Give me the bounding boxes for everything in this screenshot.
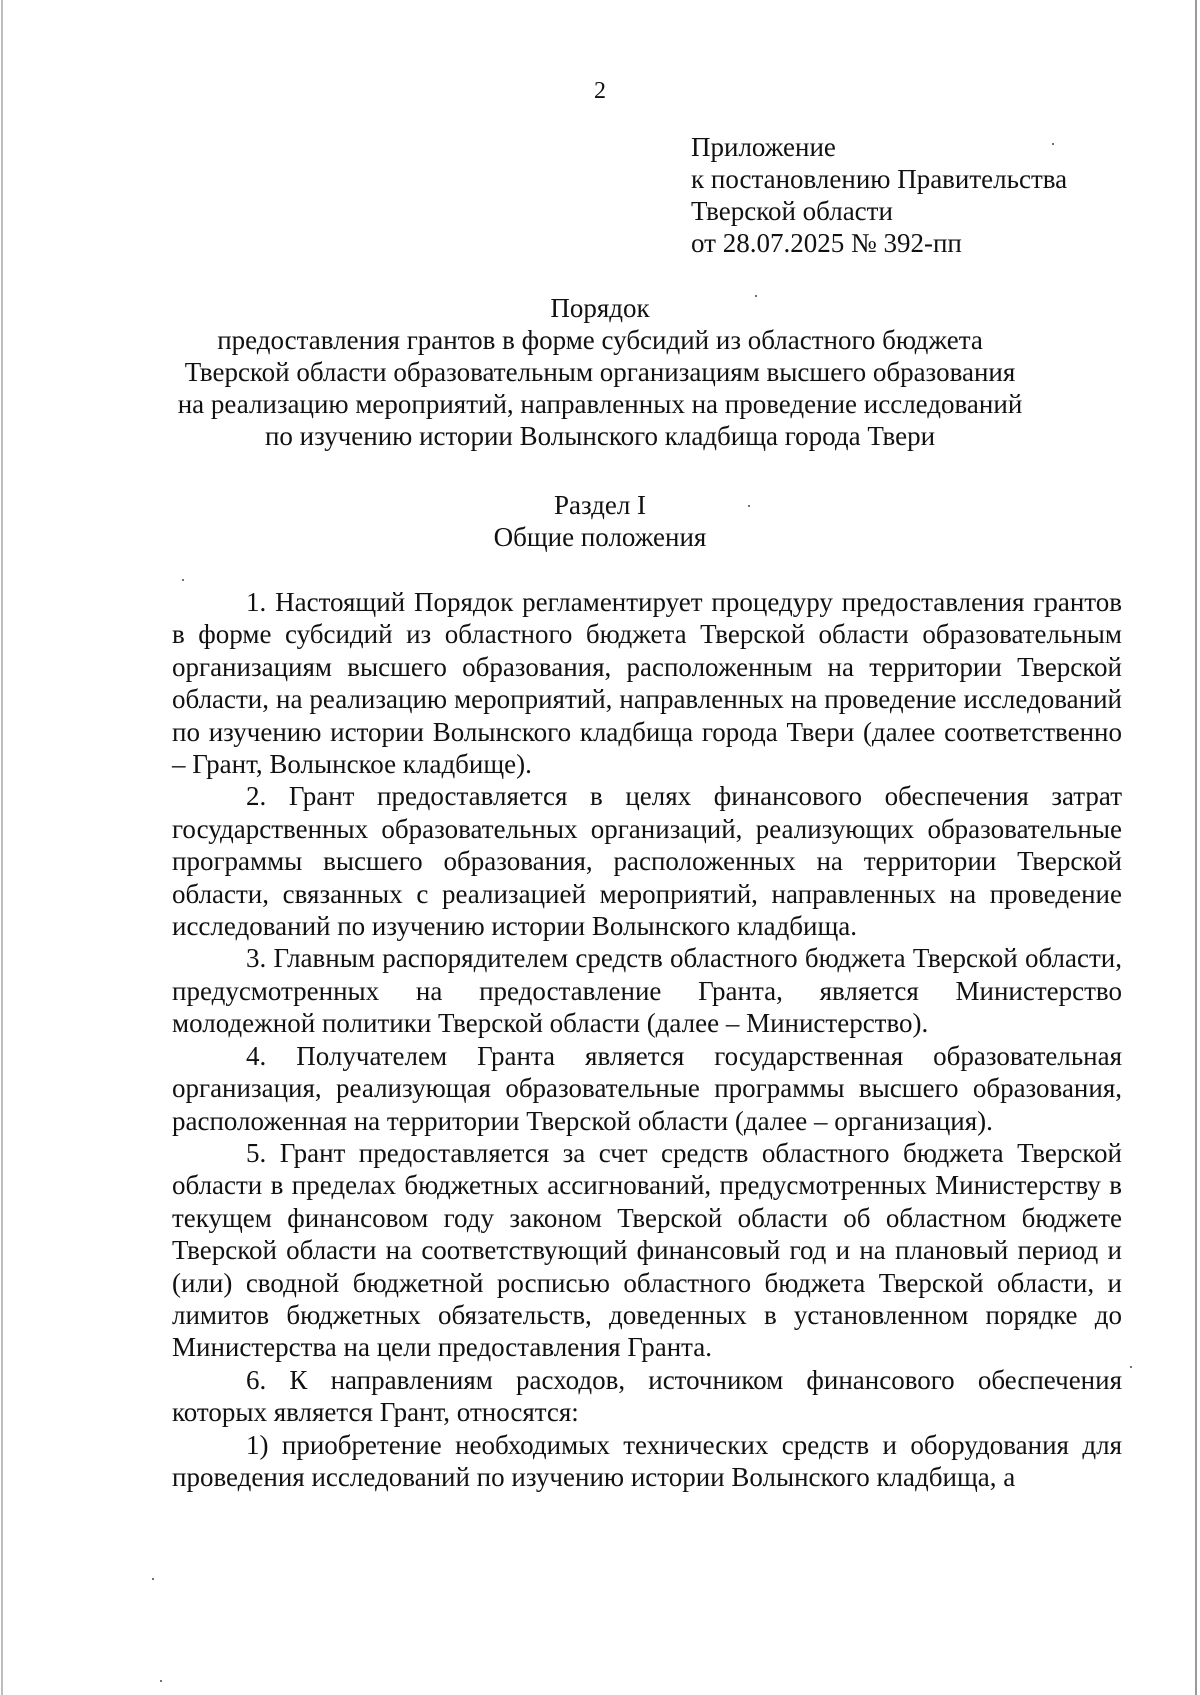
- title-line: по изучению истории Волынского кладбища города Твери: [264, 421, 936, 451]
- scan-speck: [182, 579, 184, 581]
- scan-edge-right: [1195, 0, 1197, 1695]
- paragraph-3: 3. Главным распорядителем средств областного бюджета Тверской области, предусмотренных на предоставление Гранта, является Министерство молодежной политики Тверской области (далее – Министерство).: [172, 943, 1122, 1039]
- paragraph-4: 4. Получателем Гранта является государственная образовательная организация, реализующая образовательные программы высшего образования, расположенная на территории Тверской области (далее – организация).: [172, 1040, 1122, 1136]
- appendix-line: Приложение: [691, 132, 836, 162]
- paragraph-6: 6. К направлениям расходов, источником финансового обеспечения которых является Грант, относятся:: [172, 1364, 1122, 1428]
- page-number: 2: [594, 78, 606, 104]
- scan-speck: [152, 1578, 154, 1580]
- section-number: Раздел I: [553, 490, 647, 520]
- title-heading: Порядок: [550, 293, 650, 323]
- scan-speck: [1130, 1366, 1132, 1368]
- scan-speck: [748, 505, 750, 507]
- title-line: Тверской области образовательным организациям высшего образования: [184, 357, 1016, 387]
- document-title: [0, 292, 1200, 452]
- scan-edge-left: [1, 0, 3, 1695]
- paragraph-5: 5. Грант предоставляется за счет средств областного бюджета Тверской области в пределах бюджетных ассигнований, предусмотренных Министерству в текущем финансовом году законом Тверской области об областном бюджете Тверской области на соответствующий финансовый год и на плановый период и (или) сводной бюджетной росписью областного бюджета Тверской области, и лимитов бюджетных обязательств, доведенных в установленном порядке до Министерства на цели предоставления Гранта.: [172, 1137, 1122, 1363]
- section-name: Общие положения: [493, 522, 707, 552]
- appendix-line: от 28.07.2025 № 392-пп: [691, 228, 962, 258]
- scan-speck: [1052, 143, 1054, 145]
- title-line: на реализацию мероприятий, направленных на проведение исследований: [177, 389, 1023, 419]
- paragraph-1: 1. Настоящий Порядок регламентирует процедуру предоставления грантов в форме субсидий из областного бюджета Тверской области образовательным организациям высшего образования, расположенным на территории Тверской области, на реализацию мероприятий, направленных на проведение исследований по изучению истории Волынского кладбища города Твери (далее соответственно – Грант, Волынское кладбище).: [172, 587, 1122, 780]
- paragraph-6-item-1: 1) приобретение необходимых технических средств и оборудования для проведения исследований по изучению истории Волынского кладбища, а: [172, 1429, 1122, 1492]
- body-text: [172, 586, 1122, 1493]
- scan-speck: [160, 1680, 162, 1682]
- paragraph-2: 2. Грант предоставляется в целях финансового обеспечения затрат государственных образовательных организаций, реализующих образовательные программы высшего образования, расположенных на территории Тверской области, связанных с реализацией мероприятий, направленных на проведение исследований по изучению истории Волынского кладбища.: [172, 781, 1122, 942]
- appendix-block: [691, 131, 1067, 259]
- scan-speck: [755, 295, 757, 297]
- appendix-line: Тверской области: [691, 196, 893, 226]
- title-line: предоставления грантов в форме субсидий из областного бюджета: [217, 325, 983, 355]
- appendix-line: к постановлению Правительства: [691, 164, 1068, 194]
- section-heading: [0, 489, 1200, 553]
